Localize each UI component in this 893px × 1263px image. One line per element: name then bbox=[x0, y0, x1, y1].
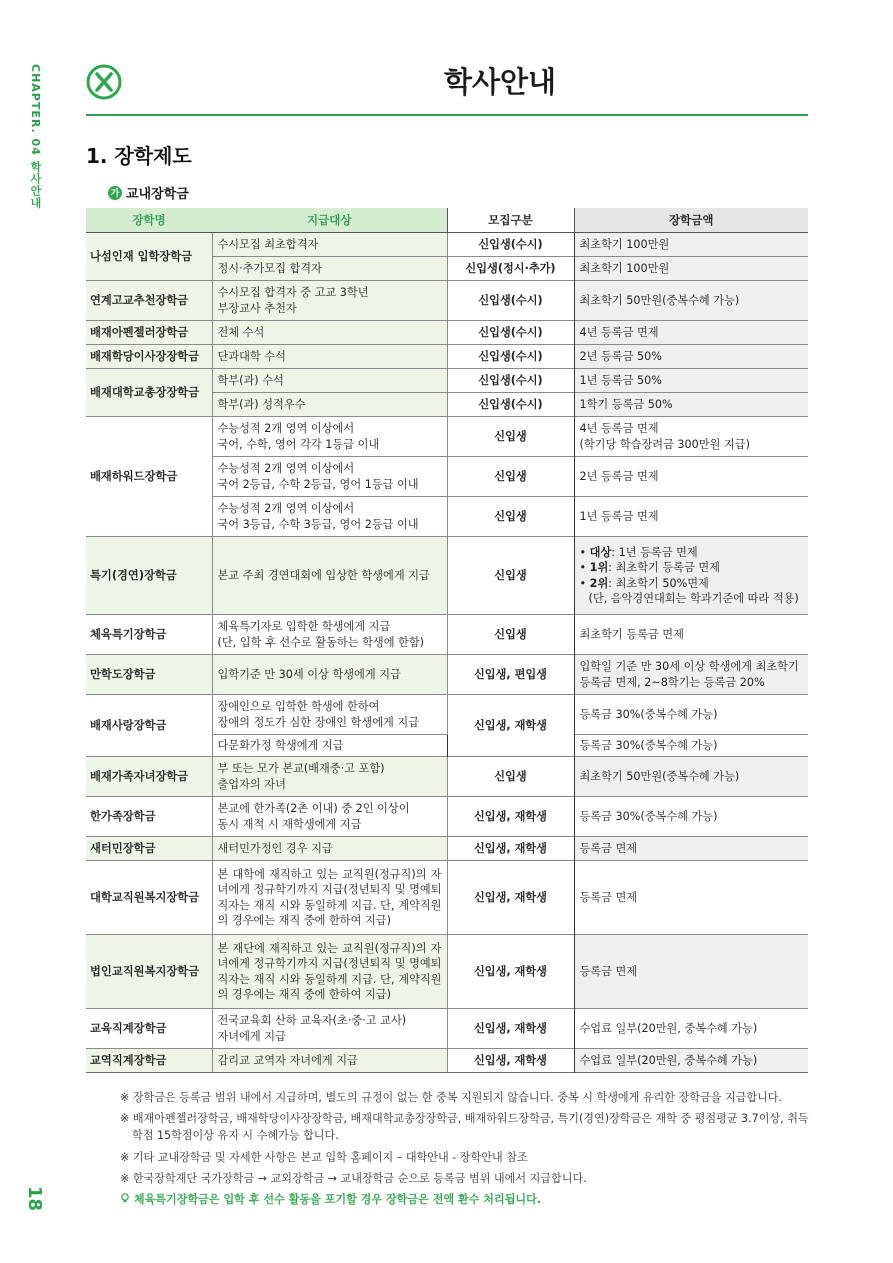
target-cell: 입학기준 만 30세 이상 학생에게 지급 bbox=[212, 655, 447, 695]
amount-cell: 등록금 면제 bbox=[574, 837, 808, 861]
amount-cell: 4년 등록금 면제 bbox=[574, 321, 808, 345]
target-line: 수능성적 2개 영역 이상에서 bbox=[217, 502, 355, 516]
section-title: 1. 장학제도 bbox=[86, 144, 192, 168]
amount-line: 4년 등록금 면제 bbox=[579, 422, 659, 436]
footnote: ※ 배재아펜젤러장학금, 배재학당이사장장학금, 배재대학교총장장학금, 배재하워드장학금, 특기(경연)장학금은 재학 중 평점평균 3.7이상, 취득학점 15학점이상 유지 시 수혜가능 합니다. bbox=[120, 1112, 809, 1143]
amount-bullet: • 2위: 최초학기 50%면제 bbox=[579, 576, 709, 590]
table-row bbox=[86, 1049, 808, 1073]
category-cell: 신입생 bbox=[447, 457, 574, 497]
category-cell: 신입생(수시) bbox=[447, 345, 574, 369]
amount-cell: 2년 등록금 면제 bbox=[574, 457, 808, 497]
header-category: 모집구분 bbox=[447, 208, 574, 233]
table-row bbox=[86, 417, 808, 457]
target-line: 동시 재적 시 재학생에게 지급 bbox=[217, 817, 362, 831]
target-line: 수시모집 합격자 중 고교 3학년 bbox=[217, 286, 369, 300]
table-row bbox=[86, 861, 808, 935]
x-logo-icon bbox=[86, 64, 122, 100]
amount-bullet: • 1위: 최초학기 등록금 면제 bbox=[579, 561, 720, 575]
target-cell bbox=[212, 615, 447, 655]
amount-cell bbox=[574, 537, 808, 615]
table-row bbox=[86, 797, 808, 837]
table-row bbox=[86, 1009, 808, 1049]
target-cell: 학부(과) 수석 bbox=[212, 369, 447, 393]
table-row bbox=[86, 537, 808, 615]
target-cell: 전체 수석 bbox=[212, 321, 447, 345]
target-cell bbox=[212, 457, 447, 497]
target-line: 전국교육회 산하 교육자(초·중·고 교사) bbox=[217, 1014, 407, 1028]
footnote: ※ 한국장학재단 국가장학금 → 교외장학금 → 교내장학금 순으로 등록금 범위 내에서 지급합니다. bbox=[120, 1171, 587, 1185]
target-cell: 새터민가정인 경우 지급 bbox=[212, 837, 447, 861]
amount-cell: 최초학기 100만원 bbox=[574, 257, 808, 281]
target-cell: 본 대학에 재직하고 있는 교직원(정규직)의 자녀에게 정규학기까지 지급(정년퇴직 및 명예퇴직자는 재직 시와 동일하게 지급. 단, 계약직원의 경우에는 재직 중에 한하여 지급) bbox=[212, 861, 447, 935]
amount-cell: 수업료 일부(20만원, 중복수혜 가능) bbox=[574, 1009, 808, 1049]
footnote-highlight-text: 체육특기장학금은 입학 후 선수 활동을 포기할 경우 장학금은 전액 환수 처리됩니다. bbox=[133, 1192, 542, 1206]
amount-cell: 1학기 등록금 50% bbox=[574, 393, 808, 417]
table-row bbox=[86, 233, 808, 257]
target-cell: 다문화가정 학생에게 지급 bbox=[212, 735, 447, 757]
table-row bbox=[86, 935, 808, 1009]
amount-cell: 등록금 면제 bbox=[574, 861, 808, 935]
table-row bbox=[86, 345, 808, 369]
amount-cell: 2년 등록금 50% bbox=[574, 345, 808, 369]
category-cell: 신입생, 재학생 bbox=[447, 1009, 574, 1049]
category-cell: 신입생 bbox=[447, 417, 574, 457]
target-line: 장애의 정도가 심한 장애인 학생에게 지급 bbox=[217, 715, 420, 729]
target-cell bbox=[212, 417, 447, 457]
table-row bbox=[86, 615, 808, 655]
table-row bbox=[86, 369, 808, 393]
target-line: 체육특기자로 입학한 학생에게 지급 bbox=[217, 620, 391, 634]
scholarship-name: 배재하워드장학금 bbox=[86, 417, 212, 537]
category-cell: 신입생 bbox=[447, 537, 574, 615]
target-line: 본교에 한가족(2촌 이내) 중 2인 이상이 bbox=[217, 802, 410, 816]
lightbulb-icon bbox=[120, 1193, 130, 1203]
target-line: 출업자의 자녀 bbox=[217, 777, 286, 791]
category-cell: 신입생 bbox=[447, 615, 574, 655]
side-chapter-label: CHAPTER. 04 학사안내 bbox=[29, 64, 42, 209]
amount-cell bbox=[574, 655, 808, 695]
amount-cell: 1년 등록금 면제 bbox=[574, 497, 808, 537]
page-title: 학사안내 bbox=[443, 65, 557, 99]
amount-cell bbox=[574, 417, 808, 457]
target-cell bbox=[212, 757, 447, 797]
target-cell: 단과대학 수석 bbox=[212, 345, 447, 369]
amount-cell: 등록금 면제 bbox=[574, 935, 808, 1009]
category-cell: 신입생, 재학생 bbox=[447, 797, 574, 837]
subsection-marker: 가 bbox=[108, 186, 122, 200]
amount-cell: 등록금 30%(중복수혜 가능) bbox=[574, 695, 808, 735]
target-cell bbox=[212, 695, 447, 735]
target-cell bbox=[212, 497, 447, 537]
header-name: 장학명 bbox=[86, 208, 212, 233]
target-line: 장애인으로 입학한 학생에 한하여 bbox=[217, 700, 380, 714]
category-cell: 신입생(수시) bbox=[447, 233, 574, 257]
target-line: 자녀에게 지급 bbox=[217, 1029, 286, 1043]
table-row bbox=[86, 837, 808, 861]
scholarship-name: 교역직계장학금 bbox=[86, 1049, 212, 1073]
category-cell: 신입생, 재학생 bbox=[447, 861, 574, 935]
target-cell bbox=[212, 797, 447, 837]
amount-line: (학기당 학습장려금 300만원 지급) bbox=[579, 437, 750, 451]
scholarship-name: 연계고교추천장학금 bbox=[86, 281, 212, 321]
scholarship-name: 체육특기장학금 bbox=[86, 615, 212, 655]
amount-cell: 수업료 일부(20만원, 중복수혜 가능) bbox=[574, 1049, 808, 1073]
target-line: 국어 3등급, 수학 3등급, 영어 2등급 이내 bbox=[217, 517, 419, 531]
category-cell: 신입생, 재학생 bbox=[447, 935, 574, 1009]
scholarship-name: 배재사랑장학금 bbox=[86, 695, 212, 757]
target-cell: 학부(과) 성적우수 bbox=[212, 393, 447, 417]
subsection-title bbox=[108, 183, 189, 202]
subsection-label: 교내장학금 bbox=[126, 187, 189, 202]
table-header-row bbox=[86, 208, 808, 233]
amount-cell: 최초학기 등록금 면제 bbox=[574, 615, 808, 655]
footnote-highlight bbox=[120, 1191, 810, 1208]
scholarship-name: 나섬인재 입학장학금 bbox=[86, 233, 212, 281]
scholarship-name: 배재아펜젤러장학금 bbox=[86, 321, 212, 345]
scholarship-name: 새터민장학금 bbox=[86, 837, 212, 861]
target-cell bbox=[212, 281, 447, 321]
category-cell: 신입생(수시) bbox=[447, 281, 574, 321]
target-line: 수능성적 2개 영역 이상에서 bbox=[217, 422, 355, 436]
scholarship-name: 배재대학교총장장학금 bbox=[86, 369, 212, 417]
category-cell: 신입생 bbox=[447, 757, 574, 797]
scholarship-name: 한가족장학금 bbox=[86, 797, 212, 837]
target-line: 수능성적 2개 영역 이상에서 bbox=[217, 462, 355, 476]
target-cell: 본교 주최 경연대회에 입상한 학생에게 지급 bbox=[212, 537, 447, 615]
category-cell: 신입생, 편입생 bbox=[447, 655, 574, 695]
scholarship-name: 배재가족자녀장학금 bbox=[86, 757, 212, 797]
category-cell: 신입생, 재학생 bbox=[447, 1049, 574, 1073]
target-cell bbox=[212, 1009, 447, 1049]
title-divider bbox=[86, 114, 808, 116]
footnote: ※ 기타 교내장학금 및 자세한 사항은 본교 입학 홈페이지 – 대학안내 - 장학안내 참조 bbox=[120, 1150, 528, 1164]
category-cell: 신입생(정시·추가) bbox=[447, 257, 574, 281]
target-line: (단, 입학 후 선수로 활동하는 학생에 한함) bbox=[217, 635, 425, 649]
category-cell: 신입생(수시) bbox=[447, 393, 574, 417]
category-cell: 신입생 bbox=[447, 497, 574, 537]
category-cell: 신입생(수시) bbox=[447, 321, 574, 345]
scholarship-name: 법인교직원복지장학금 bbox=[86, 935, 212, 1009]
amount-line: 등록금 면제, 2~8학기는 등록금 20% bbox=[579, 675, 765, 689]
scholarship-name: 배재학당이사장장학금 bbox=[86, 345, 212, 369]
amount-cell: 1년 등록금 50% bbox=[574, 369, 808, 393]
header-target: 지급대상 bbox=[212, 208, 447, 233]
footnotes bbox=[120, 1089, 810, 1212]
table-row bbox=[86, 655, 808, 695]
scholarship-name: 만학도장학금 bbox=[86, 655, 212, 695]
amount-cell: 최초학기 100만원 bbox=[574, 233, 808, 257]
table-row bbox=[86, 321, 808, 345]
target-cell: 감리교 교역자 자녀에게 지급 bbox=[212, 1049, 447, 1073]
table-row bbox=[86, 281, 808, 321]
category-cell: 신입생, 재학생 bbox=[447, 695, 574, 757]
target-cell: 수시모집 최초합격자 bbox=[212, 233, 447, 257]
target-line: 부장교사 추천자 bbox=[217, 301, 297, 315]
target-cell: 정시·추가모집 합격자 bbox=[212, 257, 447, 281]
amount-cell: 최초학기 50만원(중복수혜 가능) bbox=[574, 281, 808, 321]
footnote: ※ 장학금은 등록금 범위 내에서 지급하며, 별도의 규정이 없는 한 중복 지원되지 않습니다. 중복 시 학생에게 유리한 장학금을 지급합니다. bbox=[120, 1091, 783, 1104]
table-row bbox=[86, 757, 808, 797]
amount-line: 입학일 기준 만 30세 이상 학생에게 최초학기 bbox=[579, 660, 799, 674]
scholarship-name: 대학교직원복지장학금 bbox=[86, 861, 212, 935]
scholarship-name: 특기(경연)장학금 bbox=[86, 537, 212, 615]
target-cell: 본 재단에 재직하고 있는 교직원(정규직)의 자녀에게 정규학기까지 지급(정년퇴직 및 명예퇴직자는 재직 시와 동일하게 지급. 단, 계약직원의 경우에는 재직 중에 한하여 지급) bbox=[212, 935, 447, 1009]
amount-cell: 최초학기 50만원(중복수혜 가능) bbox=[574, 757, 808, 797]
scholarship-table bbox=[86, 208, 808, 1073]
amount-bullet: • 대상: 1년 등록금 면제 bbox=[579, 546, 698, 560]
table-row bbox=[86, 695, 808, 735]
category-cell: 신입생, 재학생 bbox=[447, 837, 574, 861]
scholarship-name: 교육직계장학금 bbox=[86, 1009, 212, 1049]
target-line: 국어 2등급, 수학 2등급, 영어 1등급 이내 bbox=[217, 477, 419, 491]
header-amount: 장학금액 bbox=[574, 208, 808, 233]
amount-cell: 등록금 30%(중복수혜 가능) bbox=[574, 735, 808, 757]
target-line: 부 또는 모가 본교(배재중·고 포함) bbox=[217, 762, 385, 776]
amount-cell: 등록금 30%(중복수혜 가능) bbox=[574, 797, 808, 837]
category-cell: 신입생(수시) bbox=[447, 369, 574, 393]
page-number: 18 bbox=[24, 1186, 45, 1212]
amount-note: (단, 음악경연대회는 학과기준에 따라 적용) bbox=[588, 591, 799, 605]
target-line: 국어, 수학, 영어 각각 1등급 이내 bbox=[217, 437, 380, 451]
